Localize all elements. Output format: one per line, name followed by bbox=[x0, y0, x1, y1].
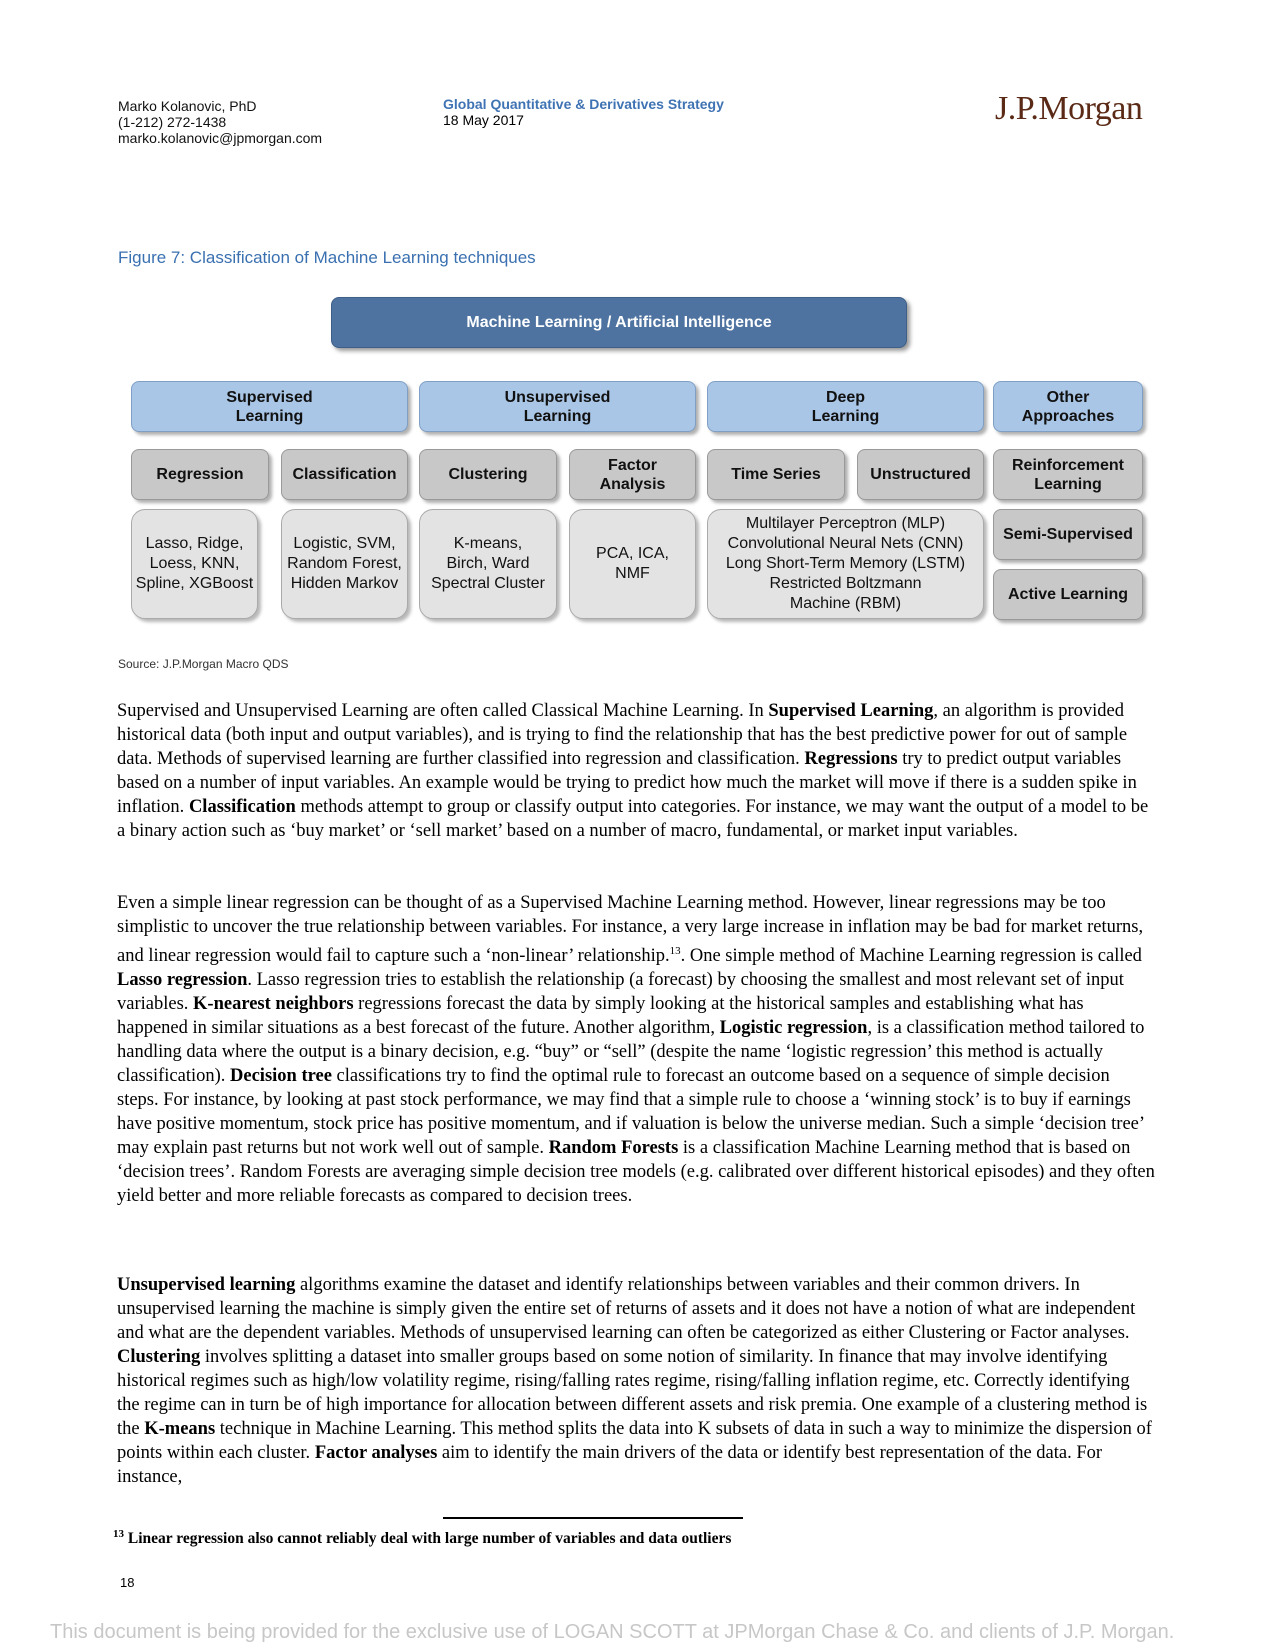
sub-clustering: Clustering bbox=[419, 449, 557, 500]
category-other-approaches: Other Approaches bbox=[993, 381, 1143, 432]
methods-factor-analysis: PCA, ICA, NMF bbox=[569, 509, 696, 619]
methods-classification: Logistic, SVM, Random Forest, Hidden Markov bbox=[281, 509, 408, 619]
footnote-text: Linear regression also cannot reliably deal with large number of variables and data outliers bbox=[124, 1530, 732, 1548]
bold-term: K-nearest neighbors bbox=[193, 994, 354, 1015]
text: aim to identify the main drivers of the data or identify best representation of the data. For instance, bbox=[117, 1443, 1103, 1487]
category-unsupervised-learning: Unsupervised Learning bbox=[419, 381, 696, 432]
bold-term: Unsupervised learning bbox=[117, 1275, 296, 1295]
report-info bbox=[443, 96, 724, 128]
bold-term: Logistic regression bbox=[719, 1018, 868, 1039]
paragraph-regression-methods bbox=[117, 891, 1155, 1208]
bold-term: Lasso regression bbox=[117, 970, 248, 991]
top-box-ml-ai: Machine Learning / Artificial Intelligence bbox=[331, 297, 907, 348]
author-email[interactable]: marko.kolanovic@jpmorgan.com bbox=[118, 130, 323, 146]
text: methods attempt to group or classify output into categories. For instance, we may want the output of a model to be a binary action such as ‘buy market’ or ‘sell market’ based on a number of macro, fundamental, or market input variables. bbox=[117, 797, 1149, 841]
usage-disclaimer: This document is being provided for the exclusive use of LOGAN SCOTT at JPMorgan Chase & Co. and clients of J.P. Morgan. bbox=[50, 1621, 1175, 1643]
footnote-divider bbox=[443, 1517, 743, 1519]
author-block bbox=[118, 98, 322, 146]
footnote-ref[interactable]: 13 bbox=[669, 945, 681, 957]
bold-term: Factor analyses bbox=[314, 1443, 438, 1463]
text: is a classification Machine Learning method that is based on ‘decision trees’. Random Forests are averaging simple decision tree models (e.g. calibrated over different historical episodes) and they often yield better and more reliable forecasts as compared to decision trees. bbox=[117, 1138, 1155, 1207]
paragraph-unsupervised-learning bbox=[117, 1273, 1155, 1489]
footnote-13 bbox=[113, 1528, 731, 1548]
text: algorithms examine the dataset and identify relationships between variables and their common drivers. In unsupervised learning the machine is simply given the entire set of returns of assets and it does not have a notion of what are independent and what are the dependent variables. Methods of unsupervised learning can often be categorized as either Clustering or Factor analyses. bbox=[117, 1275, 1136, 1343]
sub-reinforcement-learning: Reinforcement Learning bbox=[993, 449, 1143, 500]
methods-deep-learning: Multilayer Perceptron (MLP) Convolutional Neural Nets (CNN) Long Short-Term Memory (LSTM) Restricted Boltzmann Machine (RBM) bbox=[707, 509, 984, 619]
category-deep-learning: Deep Learning bbox=[707, 381, 984, 432]
jpmorgan-logo: J.P.Morgan bbox=[995, 90, 1143, 127]
text: , is a classification method tailored to handling data where the output is a binary decision, e.g. “buy” or “sell” (despite the name ‘logistic regression’ this method is actually classification). bbox=[117, 1018, 1145, 1087]
sub-classification: Classification bbox=[281, 449, 408, 500]
bold-term: Random Forests bbox=[548, 1138, 679, 1159]
sub-unstructured: Unstructured bbox=[857, 449, 984, 500]
text: classifications try to find the optimal rule to forecast an outcome based on a sequence of simple decision steps. For instance, by looking at past stock performance, we may find that a simple rule to choose a ‘winning stock’ is to buy if earnings have positive momentum, stock price has positive momentum, and if valuation is below the universe median. Such a simple ‘decision tree’ may explain past returns but not work well out of sample. bbox=[117, 1066, 1144, 1159]
methods-clustering: K-means, Birch, Ward Spectral Cluster bbox=[419, 509, 557, 619]
report-date: 18 May 2017 bbox=[443, 112, 524, 128]
author-name: Marko Kolanovic, PhD bbox=[118, 98, 257, 114]
text: involves splitting a dataset into smaller groups based on some notion of similarity. In finance that may involve identifying historical regimes such as high/low volatility regime, rising/falling rates regime, rising/falling inflation regime, etc. Correctly identifying the regime can in turn be of high importance for allocation between different assets and risk premia. One example of a clustering method is the bbox=[117, 1347, 1148, 1439]
text: regressions forecast the data by simply looking at the historical samples and establishing what has happened in similar situations as a best forecast of the future. Another algorithm, bbox=[117, 994, 1084, 1039]
text: technique in Machine Learning. This method splits the data into K subsets of data in such a way to minimize the dispersion of points within each cluster. bbox=[117, 1419, 1152, 1463]
text: try to predict output variables based on a number of input variables. An example would be trying to predict how much the market will move if there is a sudden spike in inflation. bbox=[117, 749, 1137, 817]
text: . One simple method of Machine Learning regression is called bbox=[680, 946, 1142, 967]
sub-active-learning: Active Learning bbox=[993, 569, 1143, 620]
text: . Lasso regression tries to establish the relationship (a forecast) by choosing the smallest and most relevant set of input variables. bbox=[117, 970, 1124, 1015]
author-phone: (1-212) 272-1438 bbox=[118, 114, 227, 130]
category-supervised-learning: Supervised Learning bbox=[131, 381, 408, 432]
sub-factor-analysis: Factor Analysis bbox=[569, 449, 696, 500]
bold-term: Classification bbox=[188, 797, 296, 817]
sub-time-series: Time Series bbox=[707, 449, 845, 500]
methods-regression: Lasso, Ridge, Loess, KNN, Spline, XGBoost bbox=[131, 509, 258, 619]
sub-semi-supervised: Semi-Supervised bbox=[993, 509, 1143, 560]
bold-term: Supervised Learning bbox=[768, 701, 934, 721]
paragraph-supervised-learning bbox=[117, 699, 1155, 843]
page-number: 18 bbox=[120, 1575, 135, 1590]
bold-term: K-means bbox=[144, 1419, 216, 1439]
department-title: Global Quantitative & Derivatives Strategy bbox=[443, 96, 724, 112]
text: Supervised and Unsupervised Learning are often called Classical Machine Learning. In bbox=[117, 701, 769, 721]
sub-regression: Regression bbox=[131, 449, 269, 500]
bold-term: Clustering bbox=[117, 1347, 201, 1367]
figure-title: Figure 7: Classification of Machine Learning techniques bbox=[118, 248, 536, 267]
text: , an algorithm is provided historical data (both input and output variables), and is trying to find the relationship that has the best predictive power for out of sample data. Methods of supervised learning are further classified into regression and classification. bbox=[117, 701, 1128, 769]
figure-source: Source: J.P.Morgan Macro QDS bbox=[118, 657, 289, 671]
text: Even a simple linear regression can be thought of as a Supervised Machine Learning method. However, linear regressions may be too simplistic to uncover the true relationship between variables. For instance, a very large increase in inflation may be bad for market returns, and linear regression would fail to capture such a ‘non-linear’ relationship. bbox=[117, 893, 1144, 967]
bold-term: Decision tree bbox=[230, 1066, 332, 1087]
footnote-number: 13 bbox=[113, 1528, 124, 1540]
bold-term: Regressions bbox=[804, 749, 898, 769]
